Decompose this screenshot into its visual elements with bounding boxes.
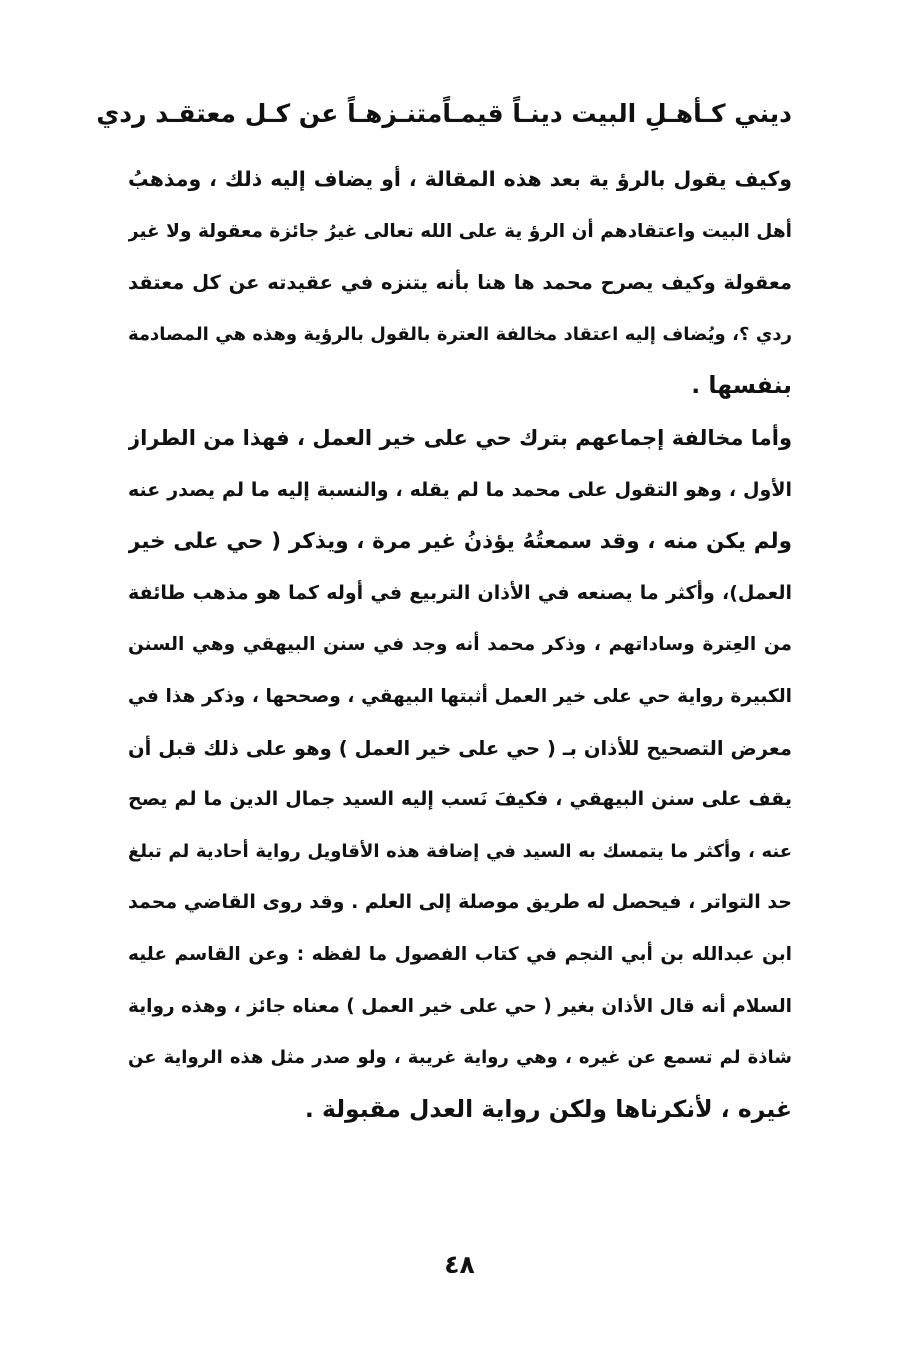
text-line: أهل البيت واعتقادهم أن الرؤ ية على الله تعالى غيرُ جائزة معقولة ولا غير (128, 220, 792, 242)
text-line: الأول ، وهو التقول على محمد ما لم يقله ، والنسبة إليه ما لم يصدر عنه (128, 478, 792, 501)
poetry-verse (96, 92, 792, 136)
verse-left-hemistich: متنـزهـاً عن كـل معتقـد ردي (96, 99, 443, 128)
text-line: شاذة لم تسمع عن غيره ، وهي رواية غريبة ، ولو صدر مثل هذه الرواية عن (128, 1047, 792, 1069)
text-line: معقولة وكيف يصرح محمد ها هنا بأنه يتنزه في عقيدته عن كل معتقد (128, 271, 792, 295)
text-line: يقف على سنن البيهقي ، فكيفَ نَسب إليه السيد جمال الدين ما لم يصح (128, 788, 792, 811)
page-number: ٤٨ (444, 1250, 475, 1279)
text-line: حد التواتر ، فيحصل له طريق موصلة إلى العلم . وقد روى القاضي محمد (128, 891, 792, 914)
text-line: ولم يكن منه ، وقد سمعتُهُ يؤذنُ غير مرة ، ويذكر ( حي على خير (128, 529, 792, 555)
text-line: العمل)، وأكثر ما يصنعه في الأذان التربيع في أوله كما هو مذهب طائفة (128, 581, 792, 604)
text-line: وكيف يقول بالرؤ ية بعد هذه المقالة ، أو يضاف إليه ذلك ، ومذهبُ (128, 167, 792, 191)
text-line: من العِترة وساداتهم ، وذكر محمد أنه وجد في سنن البيهقي وهي السنن (128, 634, 792, 656)
text-line: ردي ؟، ويُضاف إليه اعتقاد مخالفة العترة بالقول بالرؤية وهذه هي المصادمة (128, 323, 792, 345)
text-line: معرض التصحيح للأذان بـ ( حي على خير العمل ) وهو على ذلك قبل أن (128, 736, 792, 760)
text-line: بنفسها . (691, 371, 792, 400)
verse-right-hemistich: ديني كـأهـلِ البيت دينـاً قيمـاً (442, 99, 792, 128)
text-line: وأما مخالفة إجماعهم بترك حي على خير العمل ، فهذا من الطراز (128, 426, 792, 450)
text-line: عنه ، وأكثر ما يتمسك به السيد في إضافة هذه الأقاويل رواية أحادية لم تبلغ (128, 840, 792, 862)
paragraph-rukya (128, 154, 792, 412)
paragraph-adhan (128, 413, 792, 1135)
text-line: الكبيرة رواية حي على خير العمل أثبتها البيهقي ، وصححها ، وذكر هذا في (128, 685, 792, 707)
text-line: ابن عبدالله بن أبي النجم في كتاب الفصول ما لفظه : وعن القاسم عليه (128, 943, 792, 965)
text-line: السلام أنه قال الأذان بغير ( حي على خير العمل ) معناه جائز ، وهذه رواية (128, 995, 792, 1017)
text-line: غيره ، لأنكرناها ولكن رواية العدل مقبولة . (304, 1094, 792, 1123)
